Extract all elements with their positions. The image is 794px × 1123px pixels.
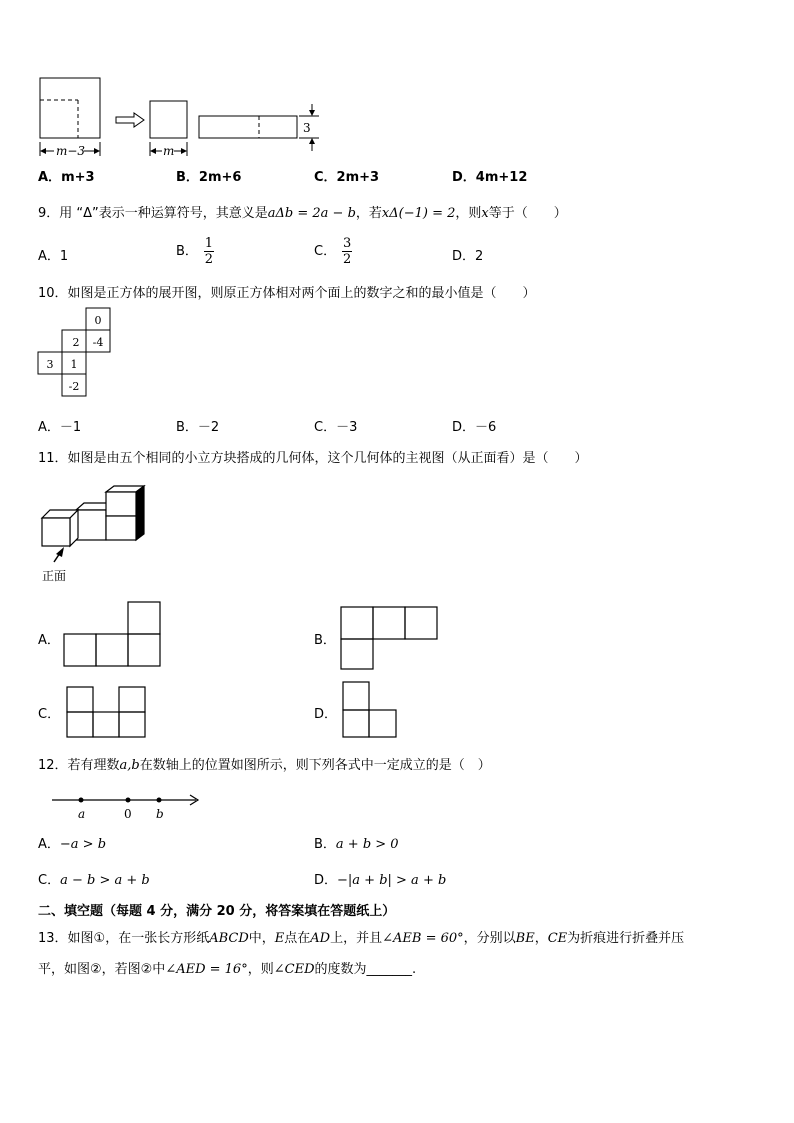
q13-text: ，分别以 [463,931,516,946]
option-text: －1 [59,420,82,435]
net-cell: -2 [68,380,80,393]
q10-stem: 10．如图是正方体的展开图，则原正方体相对两个面上的数字之和的最小值是（ ） [38,286,536,301]
q11-option-a-figure [62,600,162,668]
net-cell: 2 [72,336,80,349]
net-cell: 3 [46,358,54,371]
number-line-label: b [156,807,164,821]
q9-stem-start: 9．用 “Δ”表示一种运算符号，其意义是 [38,206,268,221]
q13-math: BE [515,931,535,946]
option-text: －2 [197,420,220,435]
q13-line-2 [38,958,416,977]
q13-text: 中， [248,931,275,946]
option-letter: C． [314,420,337,435]
q13-math: ∠CED [273,962,315,977]
q13-text: . [412,962,417,977]
option-letter: B． [176,244,198,259]
option-text: －6 [475,420,497,435]
fraction-denominator: 2 [204,252,214,267]
option-letter: D． [452,170,476,185]
q13-math: ∠AEB = 60° [382,931,464,946]
fraction [204,236,214,267]
option-text: －3 [336,420,358,435]
option-letter: D． [452,420,476,435]
cube-stack-figure [36,484,156,584]
net-cell: -4 [92,336,104,349]
option-letter: B． [314,837,336,852]
option-text: a + b > 0 [335,837,399,852]
q12-stem-start: 12．若有理数 [38,758,120,773]
number-line-label: a [78,807,86,821]
option-text: −a > b [59,837,107,852]
q8-label-mid: m [163,144,175,158]
q9-option-c [314,236,352,267]
q13-text: 的度数为 [314,962,367,977]
q9-variable: x [481,206,489,221]
q13-text: 13．如图①，在一张长方形纸 [38,931,210,946]
cube-net-figure [36,306,116,406]
q8-option-c [314,166,379,185]
net-cell: 1 [70,358,78,371]
option-letter: A． [38,837,60,852]
number-line-figure [50,788,210,822]
answer-blank[interactable]: _______ [366,962,413,977]
q8-label-right: 3 [303,121,311,135]
number-line-label: 0 [124,807,132,821]
q8-label-left: m−3 [56,144,86,158]
q13-math: ABCD [209,931,249,946]
q13-math: CE [547,931,568,946]
q12-option-d [314,869,446,888]
fraction-numerator: 1 [204,236,214,251]
option-letter: D． [314,707,338,722]
option-text: a − b > a + b [60,873,150,888]
q10-option-b [176,416,219,435]
q9-stem-end: 等于（ ） [488,206,567,221]
q9-option-a [38,245,68,264]
q12-option-a [38,833,106,852]
option-letter: D． [452,249,476,264]
q9-definition: aΔb = 2a − b [267,206,356,221]
q10-option-a [38,416,81,435]
q11-option-c-figure [65,685,147,739]
option-letter: D． [314,873,338,888]
q11-option-d-figure [341,680,399,740]
q9-stem-mid: ，若 [355,206,382,221]
option-letter: A． [38,170,62,185]
q9-option-b [176,236,214,267]
q12-stem-end: 在数轴上的位置如图所示，则下列各式中一定成立的是（ ） [139,758,491,773]
q12-option-b [314,833,399,852]
option-letter: B． [314,633,336,648]
option-letter: C． [314,244,337,259]
fraction-denominator: 2 [342,252,352,267]
q9-stem-mid2: ，则 [455,206,482,221]
q11-stem: 11．如图是由五个相同的小立方块搭成的几何体，这个几何体的主视图（从正面看）是（ ） [38,451,588,466]
q11-option-b [314,629,336,648]
q12-stem [38,754,491,773]
q9-option-d [452,245,483,264]
q13-text: ， [534,931,548,946]
q13-text: 为折痕进行折叠并压 [567,931,685,946]
q13-line-1 [38,927,684,946]
option-text: 1 [59,249,69,264]
option-letter: A． [38,633,60,648]
option-text: 2m+6 [198,170,242,185]
option-letter: A． [38,249,60,264]
option-text: 2m+3 [336,170,380,185]
q12-option-c [38,869,150,888]
q8-option-a [38,166,95,185]
q11-option-a [38,629,60,648]
q11-option-d [314,703,337,722]
option-letter: B． [176,170,199,185]
q13-math: E [274,931,285,946]
fraction [342,236,352,267]
option-text: −|a + b| > a + b [337,873,447,888]
q13-math: AD [310,931,331,946]
q12-variables: a,b [119,758,140,773]
q8-option-d [452,166,527,185]
q13-text: 上，并且 [330,931,383,946]
q10-option-c [314,416,357,435]
q8-figure [36,74,326,164]
q11-option-c [38,703,60,722]
option-letter: C． [314,170,337,185]
q10-option-d [452,416,496,435]
fraction-numerator: 3 [342,236,352,251]
net-cell: 0 [94,314,102,327]
q13-text: ，则 [247,962,274,977]
q13-text: 点在 [284,931,311,946]
option-text: m+3 [61,170,95,185]
option-letter: C． [38,707,61,722]
q9-stem [38,202,567,221]
option-letter: B． [176,420,198,435]
q9-condition: xΔ(−1) = 2 [381,206,456,221]
option-text: 4m+12 [475,170,528,185]
q13-math: ∠AED = 16° [165,962,248,977]
front-label: 正面 [42,569,67,583]
option-letter: A． [38,420,60,435]
q13-text: 平，如图②，若图②中 [38,962,166,977]
q8-option-b [176,166,241,185]
q11-option-b-figure [339,605,441,671]
option-text: 2 [475,249,484,264]
section-heading: 二、填空题（每题 4 分，满分 20 分，将答案填在答题纸上） [38,904,396,919]
option-letter: C． [38,873,61,888]
